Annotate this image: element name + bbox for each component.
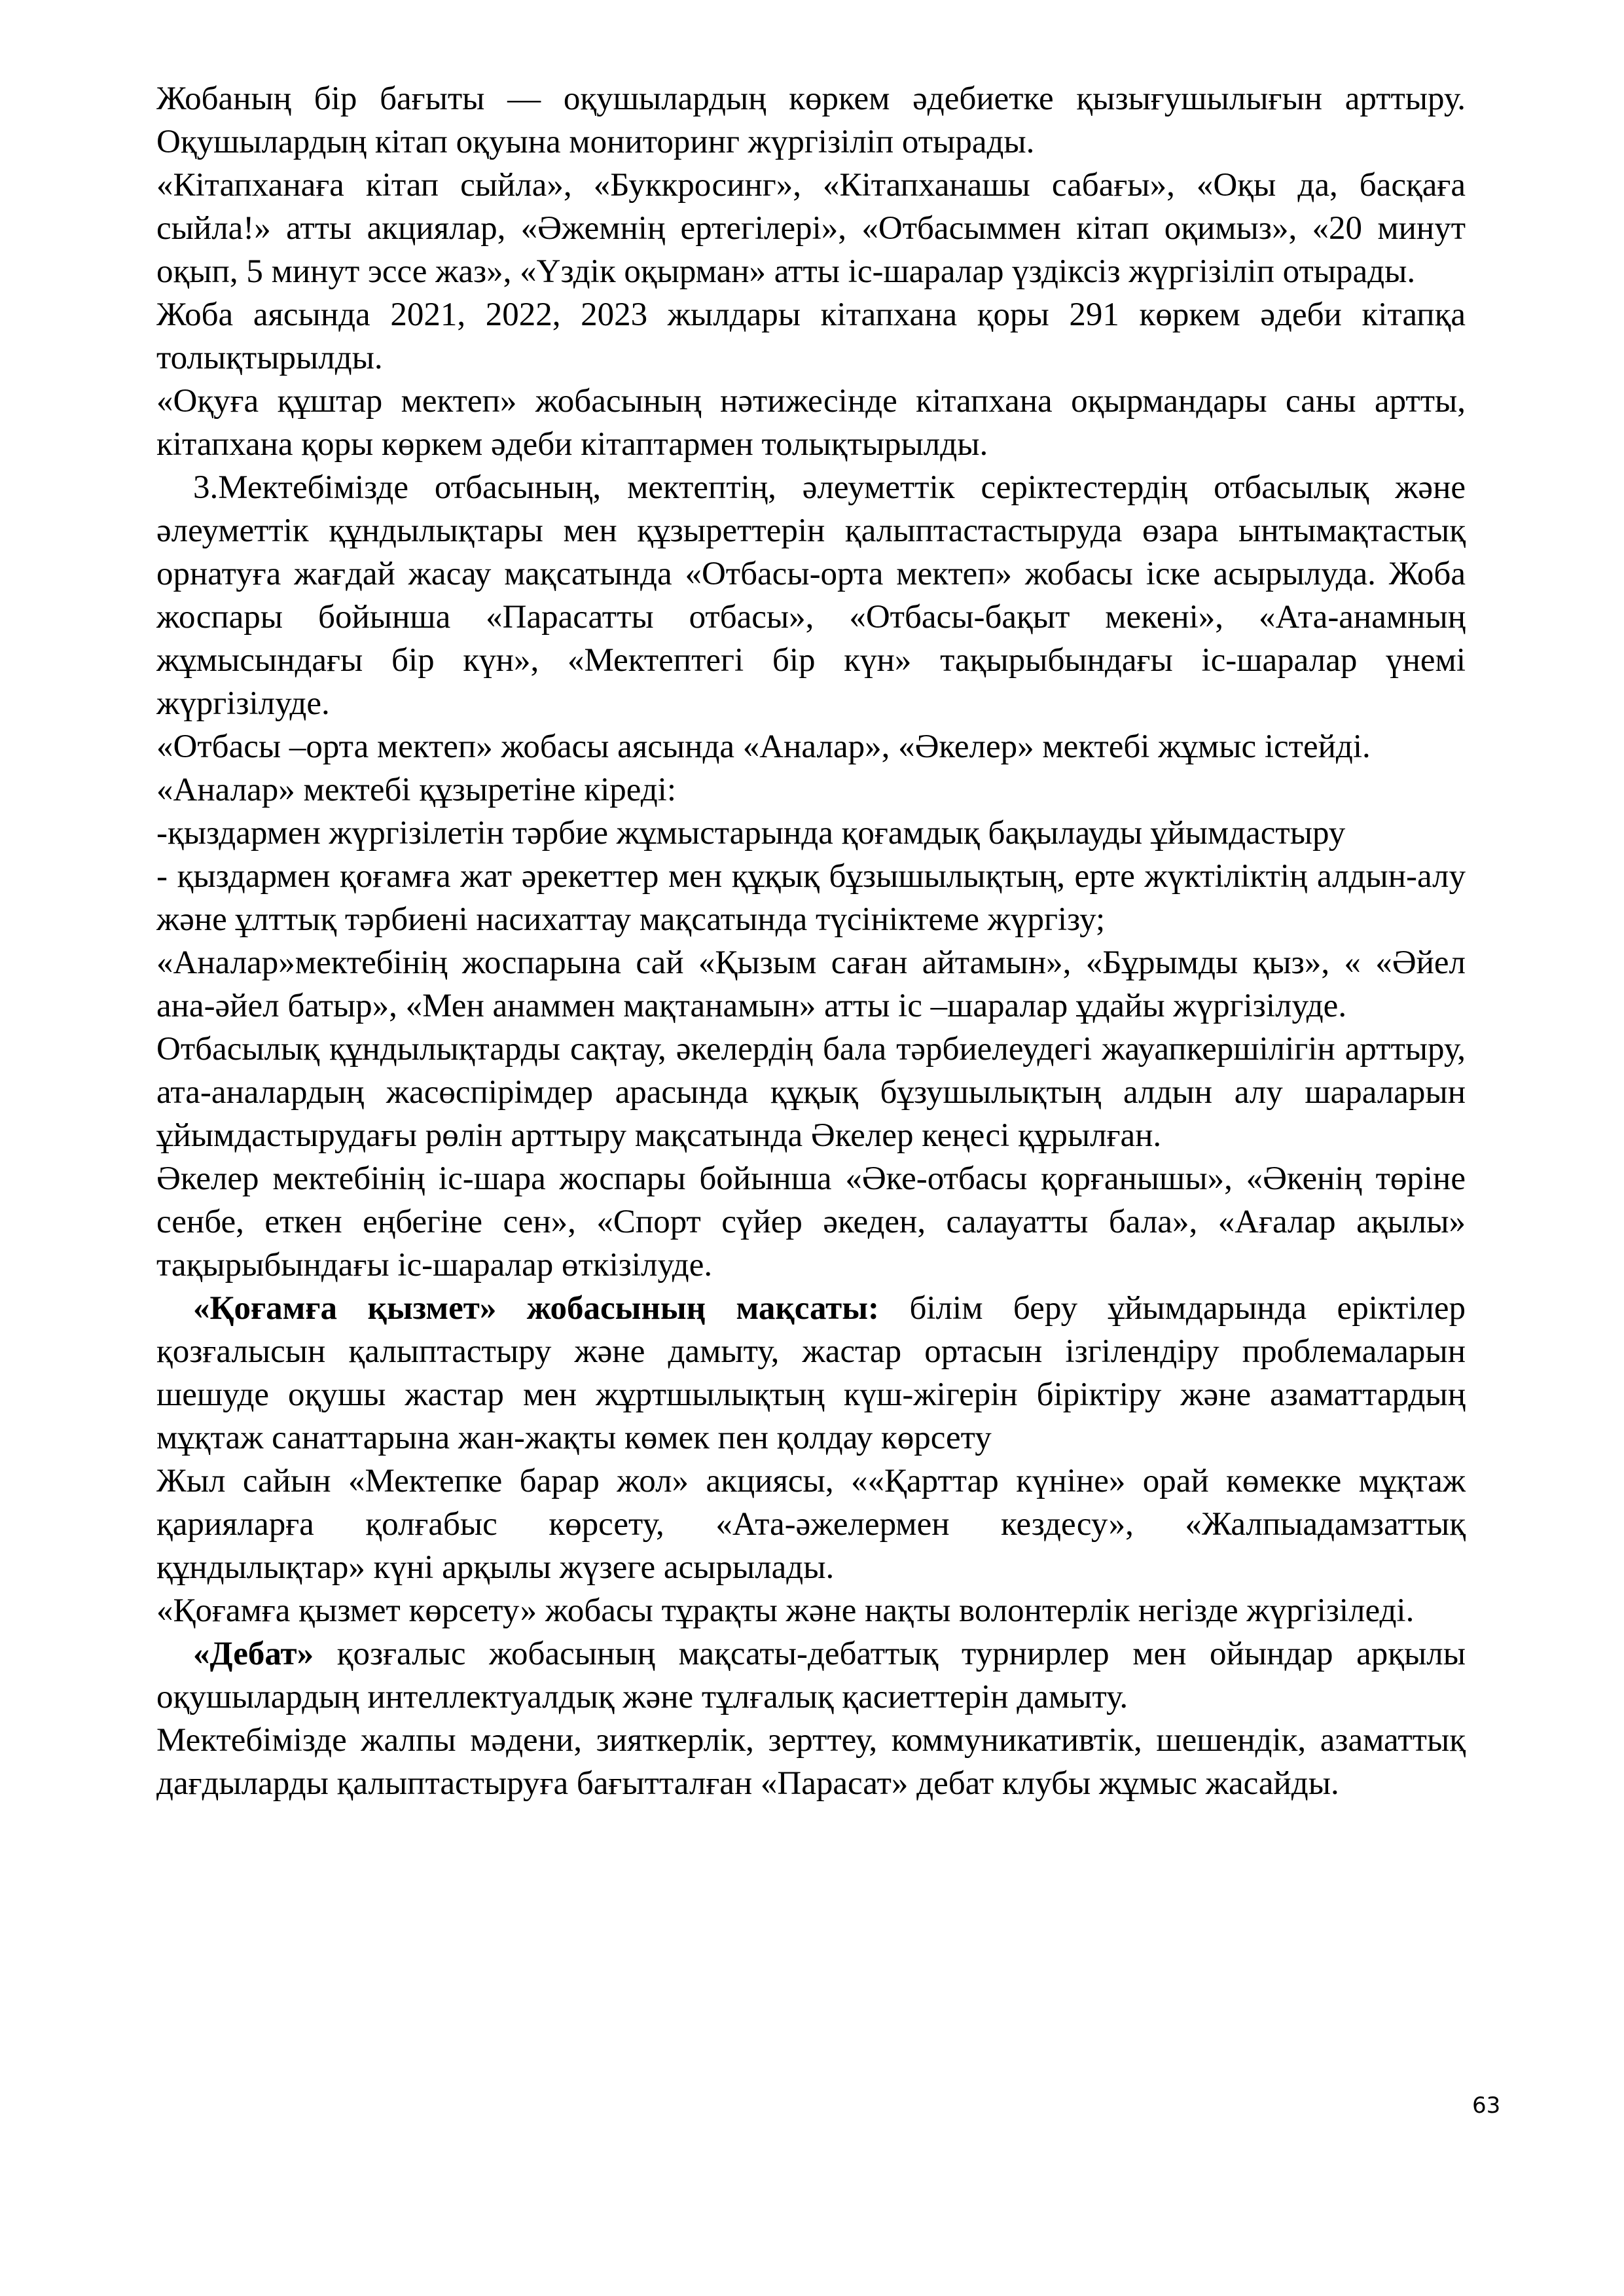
paragraph-family-school-project: 3.Мектебімізде отбасының, мектептің, әлеуметтік серіктестердің отбасылық және әлеуметтік құндылықтары мен құзыреттерін қалыптастастыруда өзара ынтымақтастық орнатуға жағдай жасау мақсатында «Отбасы-орта мектеп» жобасы іске асырылуда. Жоба жоспары бойынша «Парасатты отбасы», «Отбасы-бақыт мекені», «Ата-анамның жұмысындағы бір күн», «Мектептегі бір күн» тақырыбындағы іс-шаралар үнемі жүргізілуде. (156, 469, 1466, 722)
paragraph-list-item-public-control: -қыздармен жүргізілетін тәрбие жұмыстарында қоғамдық бақылауды ұйымдастыру (156, 815, 1346, 852)
paragraph-fathers-council: Отбасылық құндылықтарды сақтау, әкелердің бала тәрбиелеудегі жауапкершілігін арттыру, ата-аналардың жасөспірімдер арасында құқық бұзушылықтың алдын алу шараларын ұйымдастырудағы рөлін арттыру мақсатында Әкелер кеңесі құрылған. (156, 1031, 1466, 1154)
paragraph-mothers-fathers-schools: «Отбасы –орта мектеп» жобасы аясында «Аналар», «Әкелер» мектебі жұмыс істейді. (156, 728, 1371, 765)
paragraph-volunteer-basis: «Қоғамға қызмет көрсету» жобасы тұрақты және нақты волонтерлік негізде жүргізіледі. (156, 1592, 1415, 1629)
paragraph-public-service-goal: «Қоғамға қызмет» жобасының мақсаты: білім беру ұйымдарында еріктілер қозғалысын қалыптастыру және дамыту, жастар ортасын ізгілендіру проблемаларын шешуде оқушы жастар мен жұртшылықтың күш-жігерін біріктіру және азаматтардың мұқтаж санаттарына жан-жақты көмек пен қолдау көрсету (156, 1290, 1466, 1456)
paragraph-reading-campaigns: «Кітапханаға кітап сыйла», «Буккросинг», «Кітапханашы сабағы», «Оқы да, басқаға сыйла!» атты акциялар, «Әжемнің ертегілері», «Отбасыммен кітап оқимыз», «20 минут оқып, 5 минут эссе жаз», «Үздік оқырман» атты іс-шаралар үздіксіз жүргізіліп отырады. (156, 167, 1466, 290)
paragraph-lead-in: «Қоғамға қызмет» жобасының мақсаты: (193, 1290, 880, 1327)
paragraph-fathers-school-events: Әкелер мектебінің іс-шара жоспары бойынша «Әке-отбасы қорғанышы», «Әкенің төріне сенбе, еткен еңбегіне сен», «Спорт сүйер әкеден, салауатты бала», «Ағалар ақылы» тақырыбындағы іс-шаралар өткізілуде. (156, 1160, 1466, 1283)
paragraph-annual-campaigns: Жыл сайын «Мектепке барар жол» акциясы, ««Қарттар күніне» орай көмекке мұқтаж қарияларға қолғабыс көрсету, «Ата-әжелермен кездесу», «Жалпыадамзаттық құндылықтар» күні арқылы жүзеге асырылады. (156, 1463, 1466, 1586)
paragraph-mothers-school-competence: «Аналар» мектебі құзыретіне кіреді: (156, 772, 677, 808)
paragraph-reading-interest: Жобаның бір бағыты — оқушылардың көркем әдебиетке қызығушылығын арттыру. Оқушылардың кітап оқуына мониторинг жүргізіліп отырады. (156, 81, 1466, 160)
paragraph-list-item-prevention: - қыздармен қоғамға жат әрекеттер мен құқық бұзышылықтың, ерте жүктіліктің алдын-алу және ұлттық тәрбиені насихаттау мақсатында түсініктеме жүргізу; (156, 858, 1466, 938)
page-body (156, 77, 1466, 1805)
paragraph-lead-in: «Дебат» (193, 1636, 314, 1672)
paragraph-debate-club: Мектебімізде жалпы мәдени, зияткерлік, зерттеу, коммуникативтік, шешендік, азаматтық дағдыларды қалыптастыруға бағытталған «Парасат» дебат клубы жұмыс жасайды. (156, 1722, 1466, 1802)
paragraph-mothers-school-events: «Аналар»мектебінің жоспарына сай «Қызым саған айтамын», «Бұрымды қыз», « «Әйел ана-әйел батыр», «Мен анаммен мақтанамын» атты іс –шаралар ұдайы жүргізілуде. (156, 944, 1466, 1024)
paragraph-library-fund: Жоба аясында 2021, 2022, 2023 жылдары кітапхана қоры 291 көркем әдеби кітапқа толықтырылды. (156, 296, 1466, 376)
page-number: 63 (1472, 2092, 1501, 2119)
paragraph-project-result: «Оқуға құштар мектеп» жобасының нәтижесінде кітапхана оқырмандары саны артты, кітапхана қоры көркем әдеби кітаптармен толықтырылды. (156, 383, 1466, 463)
paragraph-debate-goal: «Дебат» қозғалыс жобасының мақсаты-дебаттық турнирлер мен ойындар арқылы оқушылардың интеллектуалдық және тұлғалық қасиеттерін дамыту. (156, 1636, 1466, 1715)
